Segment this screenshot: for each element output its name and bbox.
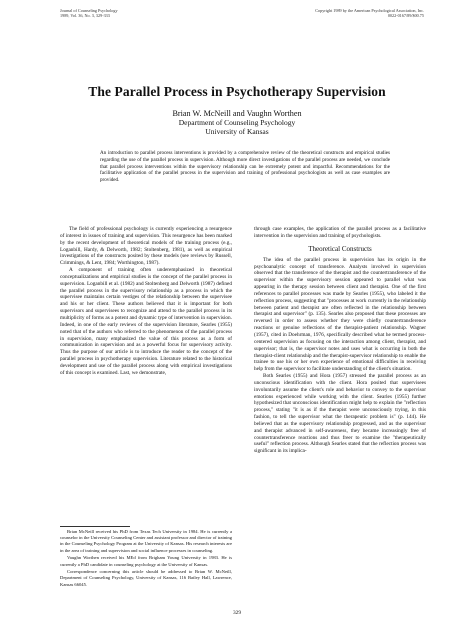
page-number: 329 <box>232 610 242 616</box>
body-paragraph: The field of professional psychology is currently experiencing a resurgence of interest in issues of training and supervision. This resurgence has been marked by the recent development of theoretical models of the training process (e.g., Loganbill, Hardy, & Delworth, 1982; Stoltenberg, 1981), as well as empirical investigations of the constructs posited by these models (see reviews by Russell, Crimmings, & Lent, 1984; Worthington, 1987). <box>60 226 232 267</box>
right-column <box>254 226 426 455</box>
copyright-header <box>315 8 424 18</box>
footnotes <box>60 529 232 589</box>
footnote: Correspondence concerning this article should be addressed to Brian W. McNeill, Department of Counseling Psychology, University of Kansas, 116 Bailey Hall, Lawrence, Kansas 66045. <box>60 569 232 587</box>
journal-name: Journal of Counseling Psychology <box>60 8 118 13</box>
copyright-line: Copyright 1989 by the American Psychological Association, Inc. <box>315 8 424 13</box>
body-paragraph: A component of training often underemphasized in theoretical conceptualizations and empirical studies is the concept of the parallel process in supervision. Loganbill et al. (1982) and Stoltenberg and Delworth (1987) defined the parallel process in the supervisory relationship as a process in which the supervisee maintains certain vestiges of the relationship between the supervisee and his or her client. These authors believed that it is important for both supervisors and supervisees to recognize and attend to the parallel process in its multiplicity of forms as a potent and dynamic type of intervention in supervision. Indeed, in one of the early reviews of the supervision literature, Searles (1955) noted that of the authors who referred to the phenomenon of the parallel process in supervision, many emphasized the value of this process as a form of communication in supervision and as a powerful focus for supervisory activity. Thus the purpose of our article is to introduce the reader to the concept of the parallel process in psychotherapy supervision. Literature related to the historical development and use of the parallel process along with empirical investigations of this concept is examined. Last, we demonstrate, <box>60 267 232 376</box>
author-block <box>0 109 474 136</box>
body-paragraph: Both Searles (1955) and Hora (1957) stressed the parallel process as an unconscious identification with the client. Hora posited that supervisees involuntarily assume the client's role and behavior to convey to the supervisor emotions experienced while working with the client. Searles (1955) further hypothesized that unconscious identification might help to explain the "reflection process," stating "it is as if the therapist were unconsciously trying, in this fashion, to tell the supervisor what the therapeutic problem is" (p. 144). He believed that as the supervisory relationship progressed, and as the supervisor and therapist advanced in self-awareness, they became increasingly free of countertransference reactions and thus freer to examine the "therapeutically useful" reflection process. Although Searles stated that the reflection process was significant in its implica- <box>254 373 426 455</box>
body-paragraph: The idea of the parallel process in supervision has its origin in the psychoanalytic concept of transference. Analysts involved in supervision observed that the transference of the therapist and the countertransference of the supervisor within the supervisory session appeared to parallel what was appearing in the therapy session between client and therapist. One of the first references to parallel processes was made by Searles (1955), who labeled it the reflection process, suggesting that "processes at work currently in the relationship between patient and therapist are often reflected in the relationship between therapist and supervisor" (p. 135). Searles also proposed that these processes are reversed in order to assess whether they were chiefly countertransference reactions or genuine reflections of the therapist-patient relationship. Wagner (1957), cited in Doehrman, 1976, specifically described what he termed process-centered supervision as focusing on the interaction among client, therapist, and supervisor; that is, the supervisor notes and uses what is occurring in both the therapist-client relationship and the therapist-supervisor relationship to enable the trainee to use his or her own experience of emotional difficulties in receiving help from the supervisor to facilitate understanding of the client's situation. <box>254 256 426 373</box>
body-paragraph: through case examples, the application of the parallel process as a facilitative intervention in the supervision and training of psychologists. <box>254 226 426 239</box>
article-title: The Parallel Process in Psychotherapy Supervision <box>88 84 386 99</box>
author-institution: University of Kansas <box>205 127 269 136</box>
author-department: Department of Counseling Psychology <box>178 118 296 127</box>
abstract: An introduction to parallel process interventions is provided by a comprehensive review of the theoretical constructs and empirical studies regarding the use of the parallel process in supervision. Although more direct investigations of the parallel process are needed, we conclude that parallel process interventions within the supervisory relationship can be extremely potent and impactful. Recommendations for the facilitative application of the parallel process in the supervision and training of professional psychologists as well as case examples are provided. <box>100 150 390 184</box>
journal-volume: 1989, Vol. 36, No. 3, 329-333 <box>60 13 110 18</box>
left-column <box>60 226 232 377</box>
footnote: Brian McNeill received his PhD from Texas Tech University in 1984. He is currently a counselor in the University Counseling Center and assistant professor and director of training in the Counseling Psychology Program at the University of Kansas. His research interests are in the area of training and supervision and social influence processes in counseling. <box>60 529 232 553</box>
journal-header <box>60 8 118 18</box>
section-heading: Theoretical Constructs <box>308 244 372 253</box>
issn-line: 0022-0167/89/$00.75 <box>387 13 424 18</box>
author-names: Brian W. McNeill and Vaughn Worthen <box>172 109 302 118</box>
footnote-rule <box>60 526 130 527</box>
footnote: Vaughn Worthen received his MEd from Brigham Young University in 1983. He is currently a PhD candidate in counseling psychology at the University of Kansas. <box>60 555 232 567</box>
